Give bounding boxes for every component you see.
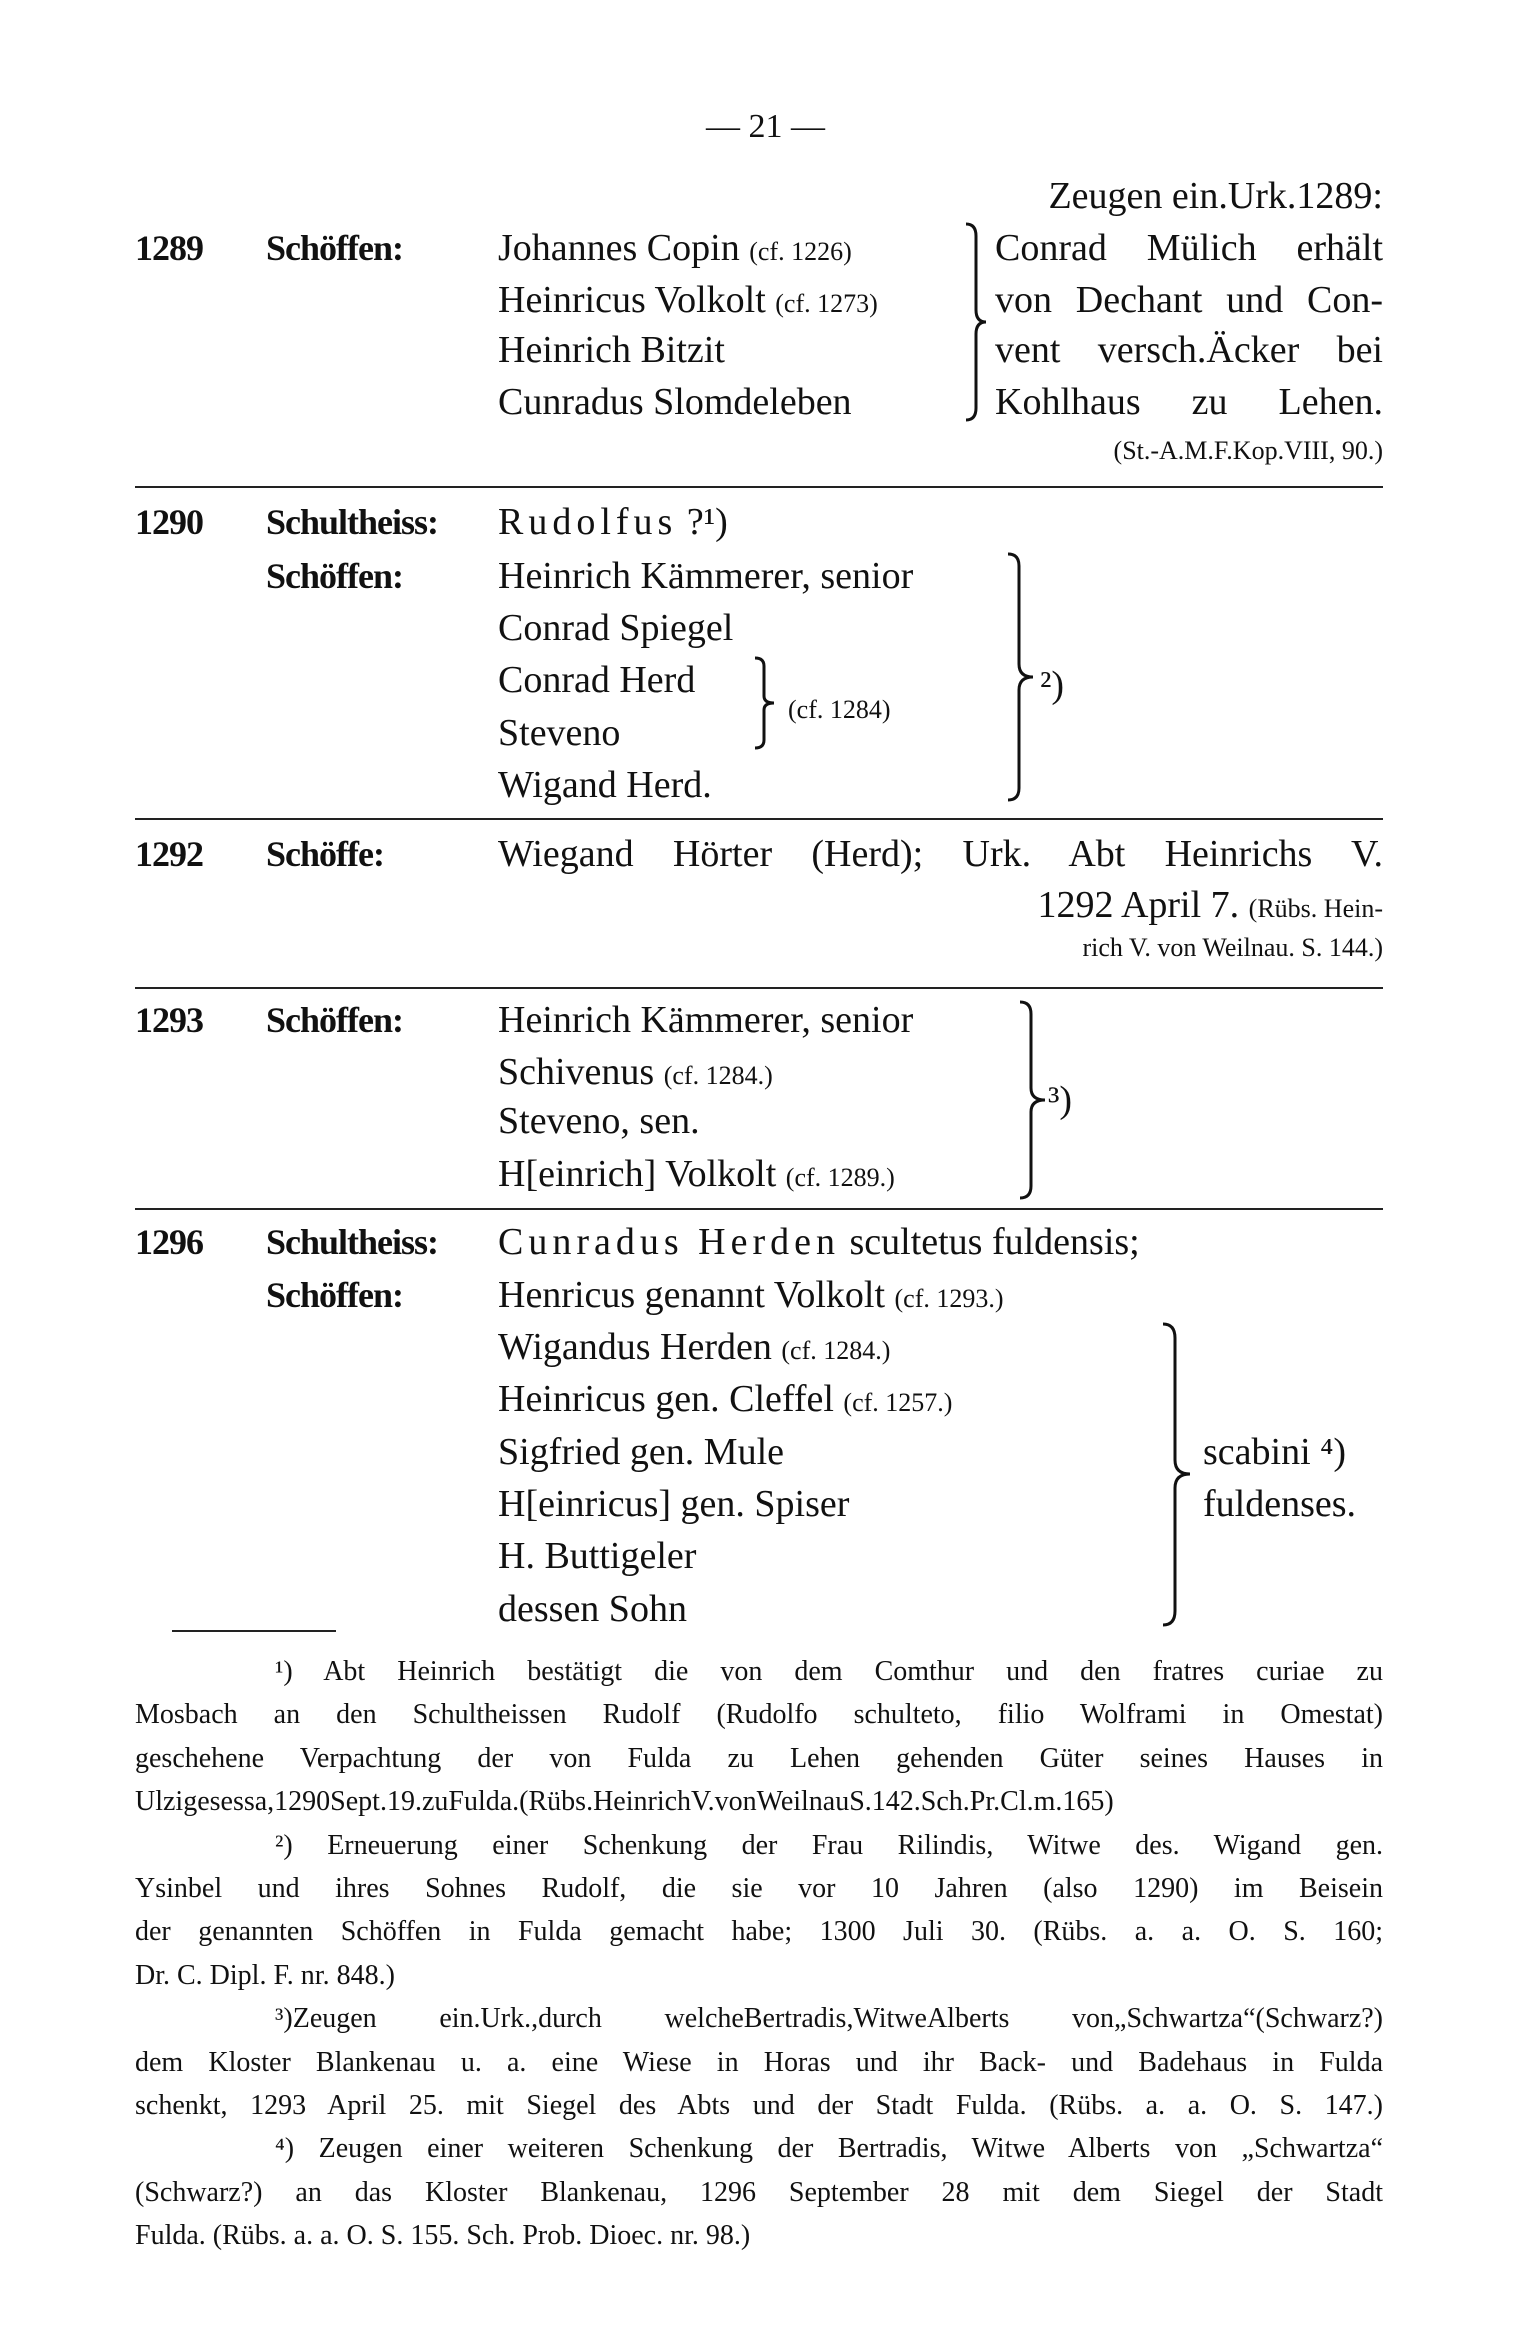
schultheiss: [498, 1216, 1140, 1268]
citation: (Rübs. Hein-: [1248, 894, 1383, 923]
name-text: Rudolfus: [498, 501, 678, 543]
name: [498, 1046, 773, 1102]
name: Conrad Spiegel: [498, 607, 734, 649]
year: 1290: [135, 502, 203, 542]
footnote-line: Dr. C. Dipl. F. nr. 848.): [135, 1960, 395, 1991]
name: H[einricus] gen. Spiser: [498, 1483, 850, 1525]
label: Schöffen:: [266, 1000, 403, 1040]
footnote-line: ¹) Abt Heinrich bestätigt die von dem Comthur und den fratres curiae zu: [275, 1656, 1383, 1687]
citation: (St.-A.M.F.Kop.VIII, 90.): [1113, 436, 1383, 465]
name-text: Heinricus Volkolt: [498, 279, 766, 321]
cf-note: (cf. 1293.): [894, 1284, 1004, 1313]
name: Steveno, sen.: [498, 1100, 700, 1142]
title-text: scultetus fuldensis;: [849, 1221, 1140, 1263]
footnote-line: Fulda. (Rübs. a. a. O. S. 155. Sch. Prob. Dioec. nr. 98.): [135, 2220, 751, 2251]
brace-icon: [1160, 1322, 1194, 1627]
name: [498, 1321, 890, 1377]
divider: [135, 987, 1383, 989]
year: 1292: [135, 834, 203, 874]
footnote-line: der genannten Schöffen in Fulda gemacht habe; 1300 Juli 30. (Rübs. a. a. O. S. 160;: [135, 1916, 1383, 1947]
brace-icon: [1005, 552, 1037, 802]
name: Conrad Herd: [498, 659, 696, 701]
year: 1296: [135, 1222, 203, 1262]
footnote-line: schenkt, 1293 April 25. mit Siegel des Abts und der Stadt Fulda. (Rübs. a. a. O. S. 147.): [135, 2090, 1383, 2121]
footnote-line: ⁴) Zeugen einer weiteren Schenkung der Bertradis, Witwe Alberts von „Schwartza“: [275, 2133, 1383, 2164]
footnote-line: Mosbach an den Schultheissen Rudolf (Rudolfo schulteto, filio Wolframi in Omestat): [135, 1699, 1383, 1730]
page-number: — 21 —: [706, 108, 825, 145]
name: H. Buttigeler: [498, 1535, 697, 1577]
divider: [135, 818, 1383, 820]
group-label: scabini ⁴): [1203, 1431, 1347, 1473]
divider: [135, 486, 1383, 488]
name-text: Cunradus Herden: [498, 1221, 840, 1263]
right-note: Conrad Mülich erhält: [995, 227, 1383, 269]
date: 1292 April 7.: [1037, 884, 1240, 926]
label: Schöffe:: [266, 834, 384, 874]
cf-note: (cf. 1284.): [781, 1336, 891, 1365]
name-text: Johannes Copin: [498, 227, 740, 269]
label: Schöffen:: [266, 556, 403, 596]
year: 1293: [135, 1000, 203, 1040]
footnote-line: Ysinbel und ihres Sohnes Rudolf, die sie vor 10 Jahren (also 1290) im Beisein: [135, 1873, 1383, 1904]
name: [498, 222, 852, 278]
cf-note: (cf. 1284): [788, 695, 891, 724]
entry-text: Wiegand Hörter (Herd); Urk. Abt Heinrichs V.: [498, 833, 1383, 875]
footnote-divider: [172, 1630, 336, 1632]
citation: rich V. von Weilnau. S. 144.): [1082, 933, 1383, 962]
label: Schöffen:: [266, 228, 403, 268]
name: Steveno: [498, 712, 621, 754]
right-note: Zeugen ein.Urk.1289:: [1048, 175, 1383, 217]
name: Sigfried gen. Mule: [498, 1431, 785, 1473]
label: Schultheiss:: [266, 1222, 439, 1262]
name-text: H[einrich] Volkolt: [498, 1153, 777, 1195]
bracket-icon: [962, 222, 992, 422]
brace-icon: [752, 656, 778, 750]
brace-icon: [1017, 1000, 1049, 1200]
name: [498, 1269, 1004, 1325]
cf-note: (cf. 1289.): [785, 1163, 895, 1192]
label: Schultheiss:: [266, 502, 439, 542]
name: Heinrich Kämmerer, senior: [498, 999, 914, 1041]
footnote-ref: ³): [1048, 1079, 1073, 1121]
cf-note: (cf. 1273): [775, 289, 878, 318]
footnote-line: geschehene Verpachtung der von Fulda zu Lehen gehenden Güter seines Hauses in: [135, 1743, 1383, 1774]
footnote-line: dem Kloster Blankenau u. a. eine Wiese in Horas und ihr Back- und Badehaus in Fulda: [135, 2047, 1383, 2078]
name: Wigand Herd.: [498, 764, 712, 806]
divider: [135, 1208, 1383, 1210]
right-note: von Dechant und Con-: [995, 279, 1383, 321]
name-text: Heinricus gen. Cleffel: [498, 1378, 834, 1420]
group-label: fuldenses.: [1203, 1483, 1357, 1525]
cf-note: (cf. 1257.): [843, 1388, 953, 1417]
footnote-ref: ?¹): [686, 501, 728, 543]
name-text: Henricus genannt Volkolt: [498, 1274, 885, 1316]
name-text: Wigandus Herden: [498, 1326, 772, 1368]
name: [498, 1148, 895, 1204]
name: [498, 274, 878, 330]
name: dessen Sohn: [498, 1588, 687, 1630]
cf-note: (cf. 1226): [749, 237, 852, 266]
name: Heinrich Bitzit: [498, 329, 725, 371]
cf-note: (cf. 1284.): [663, 1061, 773, 1090]
year: 1289: [135, 228, 203, 268]
right-note: vent versch.Äcker bei: [995, 329, 1383, 371]
footnote-line: (Schwarz?) an das Kloster Blankenau, 1296 September 28 mit dem Siegel der Stadt: [135, 2177, 1383, 2208]
name: [498, 1373, 952, 1429]
schultheiss: [498, 496, 728, 548]
footnote-line: Ulzigesessa,1290Sept.19.zuFulda.(Rübs.HeinrichV.vonWeilnauS.142.Sch.Pr.Cl.m.165): [135, 1786, 1114, 1817]
name: Heinrich Kämmerer, senior: [498, 555, 914, 597]
name: Cunradus Slomdeleben: [498, 381, 852, 423]
footnote-line: ³)Zeugen ein.Urk.,durch welcheBertradis,WitweAlberts von„Schwartza“(Schwarz?): [275, 2003, 1383, 2034]
name-text: Schivenus: [498, 1051, 655, 1093]
label: Schöffen:: [266, 1275, 403, 1315]
footnote-line: ²) Erneuerung einer Schenkung der Frau Rilindis, Witwe des. Wigand gen.: [275, 1830, 1383, 1861]
right-note: Kohlhaus zu Lehen.: [995, 381, 1383, 423]
footnote-ref: ²): [1040, 664, 1065, 706]
